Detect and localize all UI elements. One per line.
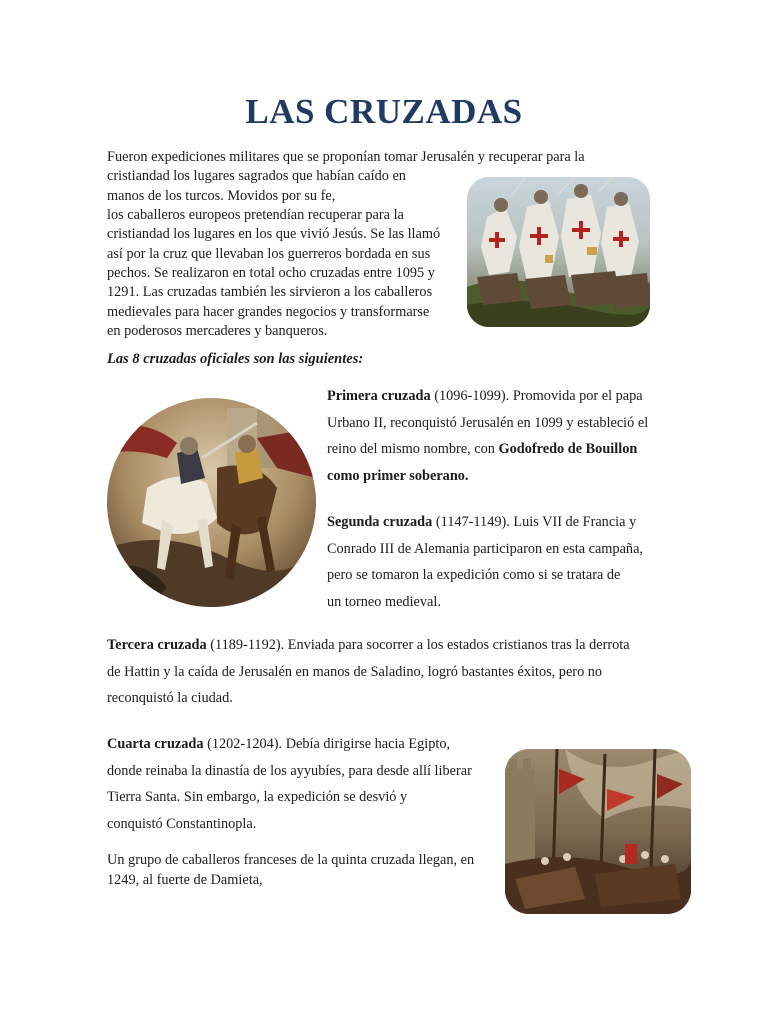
segunda-dates: (1147-1149). Luis VII de Francia y bbox=[432, 514, 637, 530]
intro-line: manos de los turcos. Movidos por su fe, bbox=[107, 187, 336, 204]
intro-line: pechos. Se realizaron en total ocho cruzadas entre 1095 y bbox=[107, 265, 435, 281]
intro-line: los caballeros europeos pretendían recuperar para la bbox=[107, 207, 404, 223]
cuarta-line-1 bbox=[107, 731, 450, 758]
battle-scene-image bbox=[107, 398, 316, 607]
templar-knights-image bbox=[467, 177, 650, 327]
tercera-line-3: reconquistó la ciudad. bbox=[107, 690, 233, 706]
intro-line: 1291. Las cruzadas también les sirvieron a los caballeros bbox=[107, 284, 433, 300]
constantinople-siege-image bbox=[505, 749, 691, 914]
crusades-subheading: Las 8 cruzadas oficiales son las siguientes: bbox=[107, 351, 364, 367]
cuarta-dates: (1202-1204). Debía dirigirse hacia Egipto, bbox=[203, 736, 451, 752]
quinta-line-1: Un grupo de caballeros franceses de la quinta cruzada llegan, en bbox=[107, 852, 475, 868]
intro-line: Fueron expediciones militares que se proponían tomar Jerusalén y recuperar para la bbox=[107, 149, 585, 165]
primer-soberano: como primer soberano. bbox=[327, 467, 469, 484]
tercera-line-1 bbox=[107, 632, 630, 659]
cuarta-line-2: donde reinaba la dinastía de los ayyubíes, para desde allí liberar bbox=[107, 762, 472, 779]
tercera-line-2: de Hattin y la caída de Jerusalén en manos de Saladino, logró bastantes éxitos, pero no bbox=[107, 663, 603, 680]
tercera-cruzada-label: Tercera cruzada bbox=[107, 637, 207, 653]
tercera-dates: (1189-1192). Enviada para socorrer a los estados cristianos tras la derrota bbox=[206, 637, 630, 653]
segunda-line-2: Conrado III de Alemania participaron en esta campaña, bbox=[327, 540, 643, 557]
primera-line-2: Urbano II, reconquistó Jerusalén en 1099 y estableció el bbox=[327, 414, 649, 431]
intro-line: cristiandad los lugares en los que vivió Jesús. Se las llamó bbox=[107, 226, 441, 242]
primera-line-4 bbox=[327, 463, 469, 490]
intro-line: así por la cruz que llevaban los guerreros bordada en sus bbox=[107, 245, 431, 262]
cuarta-line-3: Tierra Santa. Sin embargo, la expedición se desvió y bbox=[107, 789, 408, 805]
cuarta-line-4: conquistó Constantinopla. bbox=[107, 815, 257, 832]
segunda-line-3: pero se tomaron la expedición como si se tratara de bbox=[327, 567, 621, 583]
primera-line-1 bbox=[327, 383, 643, 410]
primera-dates: (1096-1099). Promovida por el papa bbox=[430, 388, 643, 404]
segunda-line-4: un torneo medieval. bbox=[327, 593, 441, 610]
segunda-cruzada-label: Segunda cruzada bbox=[327, 514, 433, 530]
intro-line: medievales para hacer grandes negocios y transformarse bbox=[107, 303, 430, 320]
godofredo-name: Godofredo de Bouillon bbox=[498, 441, 638, 457]
intro-line: en poderosos mercaderes y banqueros. bbox=[107, 323, 328, 339]
primera-line-3 bbox=[327, 436, 637, 463]
quinta-line-2: 1249, al fuerte de Damieta, bbox=[107, 871, 263, 888]
segunda-line-1 bbox=[327, 509, 636, 536]
primera-text: reino del mismo nombre, con bbox=[327, 441, 499, 457]
cuarta-cruzada-label: Cuarta cruzada bbox=[107, 736, 204, 752]
primera-cruzada-label: Primera cruzada bbox=[327, 388, 431, 404]
page-title: LAS CRUZADAS bbox=[245, 92, 523, 131]
intro-line: cristiandad los lugares sagrados que habían caído en bbox=[107, 168, 406, 184]
